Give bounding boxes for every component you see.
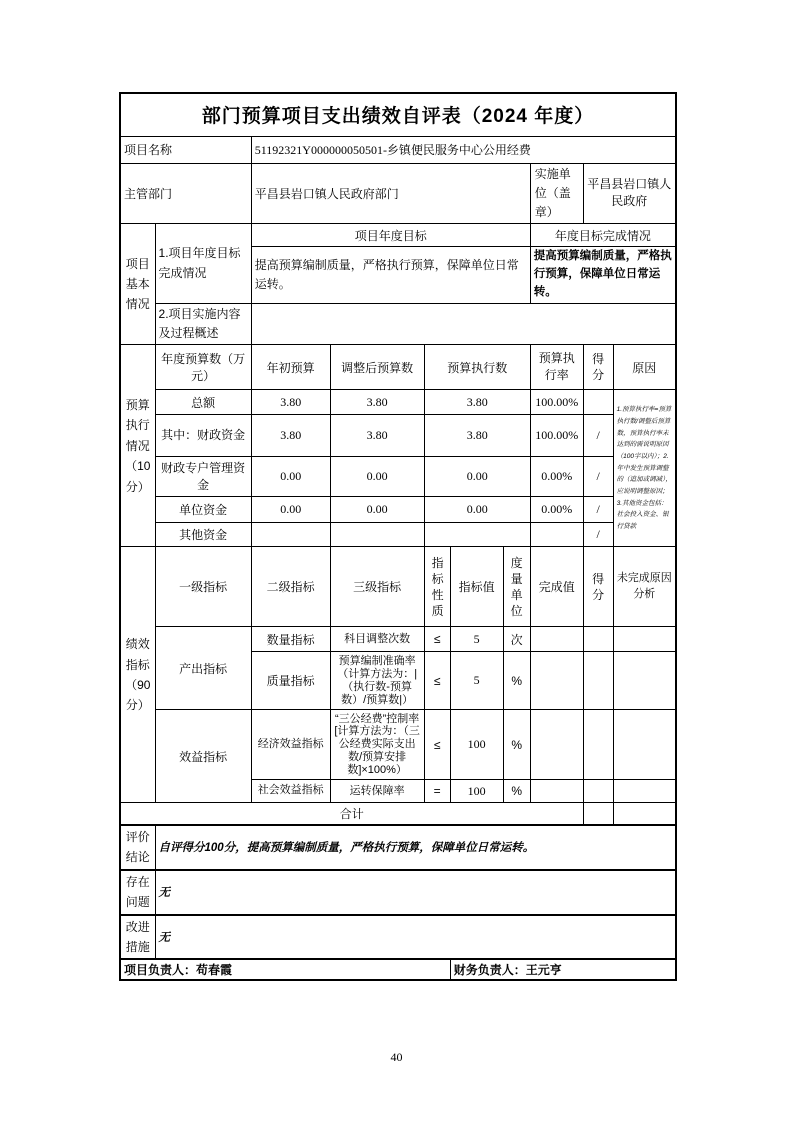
budget-rate: 100.00%: [530, 415, 583, 457]
perf-col-value: 指标值: [450, 547, 503, 627]
perf-level2: 经济效益指标: [251, 710, 330, 780]
budget-executed: 3.80: [424, 390, 530, 415]
perf-col-level3: 三级指标: [330, 547, 424, 627]
improvements-label: 改进措施: [120, 915, 155, 960]
perf-row-quantity: [120, 627, 676, 652]
perf-level3: 运转保障率: [330, 780, 424, 803]
perf-group-benefit: 效益指标: [155, 710, 251, 803]
basic-info-header-row: [120, 224, 676, 247]
perf-completed: [530, 627, 583, 652]
budget-row-name: 其中：财政资金: [155, 415, 251, 457]
perf-nature: ≤: [424, 627, 450, 652]
basic-info-item2-row: [120, 304, 676, 345]
completion-header: 年度目标完成情况: [530, 224, 676, 247]
budget-col-score: 得分: [583, 345, 613, 390]
project-manager-signature: 项目负责人：苟春霞: [120, 959, 450, 980]
basic-info-item1-label: 1.项目年度目标完成情况: [155, 224, 251, 304]
budget-row-name: 财政专户管理资金: [155, 457, 251, 497]
perf-col-score: 得分: [583, 547, 613, 627]
budget-score: /: [583, 457, 613, 497]
budget-score: /: [583, 523, 613, 547]
total-reason: [613, 803, 676, 825]
perf-value: 100: [450, 780, 503, 803]
perf-unit: %: [503, 652, 530, 710]
budget-rate: [530, 523, 583, 547]
budget-col-reason: 原因: [613, 345, 676, 390]
perf-col-completed: 完成值: [530, 547, 583, 627]
annual-goal-text: 提高预算编制质量，严格执行预算，保障单位日常运转。: [251, 247, 530, 304]
problems-label: 存在问题: [120, 870, 155, 915]
budget-initial: 0.00: [251, 497, 330, 523]
budget-row-other-funds: [120, 523, 676, 547]
basic-info-item2-label: 2.项目实施内容及过程概述: [155, 304, 251, 345]
perf-score: [583, 627, 613, 652]
total-score: [583, 803, 613, 825]
budget-row-fiscal: [120, 415, 676, 457]
page-title: 部门预算项目支出绩效自评表（2024 年度）: [120, 93, 676, 136]
perf-reason: [613, 780, 676, 803]
perf-score: [583, 710, 613, 780]
conclusion-label: 评价结论: [120, 825, 155, 870]
impl-unit-label: 实施单位（盖章）: [530, 163, 583, 224]
perf-score: [583, 780, 613, 803]
perf-col-unit: 度量单位: [503, 547, 530, 627]
perf-unit: %: [503, 710, 530, 780]
project-name-value: 51192321Y000000050501-乡镇便民服务中心公用经费: [251, 136, 676, 163]
budget-section-label: 预算执行情况（10分）: [120, 345, 155, 547]
department-row: [120, 163, 676, 224]
budget-rate: 0.00%: [530, 457, 583, 497]
improvements-content: 无: [155, 915, 676, 960]
budget-initial: 3.80: [251, 415, 330, 457]
basic-info-item2-content: [251, 304, 676, 345]
perf-col-level1: 一级指标: [155, 547, 251, 627]
finance-manager-signature: 财务负责人：王元亨: [450, 959, 676, 980]
conclusion-row: [120, 825, 676, 870]
budget-col-initial: 年初预算: [251, 345, 330, 390]
perf-col-unfinished-reason: 未完成原因分析: [613, 547, 676, 627]
budget-adjusted: 3.80: [330, 390, 424, 415]
perf-nature: =: [424, 780, 450, 803]
perf-level2: 社会效益指标: [251, 780, 330, 803]
budget-col-adjusted: 调整后预算数: [330, 345, 424, 390]
perf-value: 100: [450, 710, 503, 780]
completion-text: 提高预算编制质量，严格执行预算，保障单位日常运转。: [530, 247, 676, 304]
perf-value: 5: [450, 652, 503, 710]
signatures-row: [120, 959, 676, 980]
perf-completed: [530, 652, 583, 710]
perf-score: [583, 652, 613, 710]
perf-row-economic: [120, 710, 676, 780]
perf-completed: [530, 710, 583, 780]
department-label: 主管部门: [120, 163, 251, 224]
page-number: 40: [390, 1050, 403, 1064]
perf-reason: [613, 710, 676, 780]
perf-nature: ≤: [424, 710, 450, 780]
performance-section-label: 绩效指标（90分）: [120, 547, 155, 803]
project-name-row: [120, 136, 676, 163]
perf-level2: 质量指标: [251, 652, 330, 710]
budget-col-executed: 预算执行数: [424, 345, 530, 390]
budget-executed: 0.00: [424, 457, 530, 497]
perf-level3: “三公经费”控制率[计算方法为：（三公经费实际支出数/预算安排数]×100%）: [330, 710, 424, 780]
budget-col-category: 年度预算数（万元）: [155, 345, 251, 390]
title-row: [120, 93, 676, 136]
budget-row-name: 单位资金: [155, 497, 251, 523]
budget-row-total: [120, 390, 676, 415]
evaluation-table-sheet: [119, 92, 677, 981]
budget-initial: 3.80: [251, 390, 330, 415]
budget-executed: 0.00: [424, 497, 530, 523]
budget-executed: 3.80: [424, 415, 530, 457]
performance-header-row: [120, 547, 676, 627]
budget-row-unit-funds: [120, 497, 676, 523]
perf-completed: [530, 780, 583, 803]
department-value: 平昌县岩口镇人民政府部门: [251, 163, 530, 224]
self-evaluation-table: [119, 92, 677, 981]
total-label: 合计: [120, 803, 583, 825]
conclusion-content: 自评得分100分，提高预算编制质量，严格执行预算，保障单位日常运转。: [155, 825, 676, 870]
perf-level3: 预算编制准确率（计算方法为：|（执行数-预算数）/预算数|）: [330, 652, 424, 710]
budget-reason-note: 1.预算执行率=预算执行数/调整后预算数，预算执行率未达到的需说明原因（100字以内）；2.年中发生预算调整的（追加或调减），应说明调整原因；3.其他资金包括：社会投入资金、银行贷款: [613, 390, 676, 547]
perf-reason: [613, 627, 676, 652]
budget-adjusted: [330, 523, 424, 547]
perf-col-nature: 指标性质: [424, 547, 450, 627]
perf-level3: 科目调整次数: [330, 627, 424, 652]
budget-executed: [424, 523, 530, 547]
budget-row-name: 总额: [155, 390, 251, 415]
annual-goal-header: 项目年度目标: [251, 224, 530, 247]
budget-initial: [251, 523, 330, 547]
problems-content: 无: [155, 870, 676, 915]
budget-col-rate: 预算执行率: [530, 345, 583, 390]
budget-rate: 100.00%: [530, 390, 583, 415]
problems-row: [120, 870, 676, 915]
perf-reason: [613, 652, 676, 710]
total-row: [120, 803, 676, 825]
budget-score: /: [583, 497, 613, 523]
improvements-row: [120, 915, 676, 960]
perf-value: 5: [450, 627, 503, 652]
perf-level2: 数量指标: [251, 627, 330, 652]
budget-row-special-account: [120, 457, 676, 497]
budget-adjusted: 0.00: [330, 497, 424, 523]
budget-initial: 0.00: [251, 457, 330, 497]
basic-info-section-label: 项目基本情况: [120, 224, 155, 345]
perf-col-level2: 二级指标: [251, 547, 330, 627]
budget-row-name: 其他资金: [155, 523, 251, 547]
perf-nature: ≤: [424, 652, 450, 710]
perf-unit: 次: [503, 627, 530, 652]
budget-score: [583, 390, 613, 415]
perf-group-output: 产出指标: [155, 627, 251, 710]
budget-score: /: [583, 415, 613, 457]
budget-adjusted: 0.00: [330, 457, 424, 497]
impl-unit-value: 平昌县岩口镇人民政府: [583, 163, 676, 224]
budget-header-row: [120, 345, 676, 390]
perf-unit: %: [503, 780, 530, 803]
budget-adjusted: 3.80: [330, 415, 424, 457]
budget-rate: 0.00%: [530, 497, 583, 523]
project-name-label: 项目名称: [120, 136, 251, 163]
